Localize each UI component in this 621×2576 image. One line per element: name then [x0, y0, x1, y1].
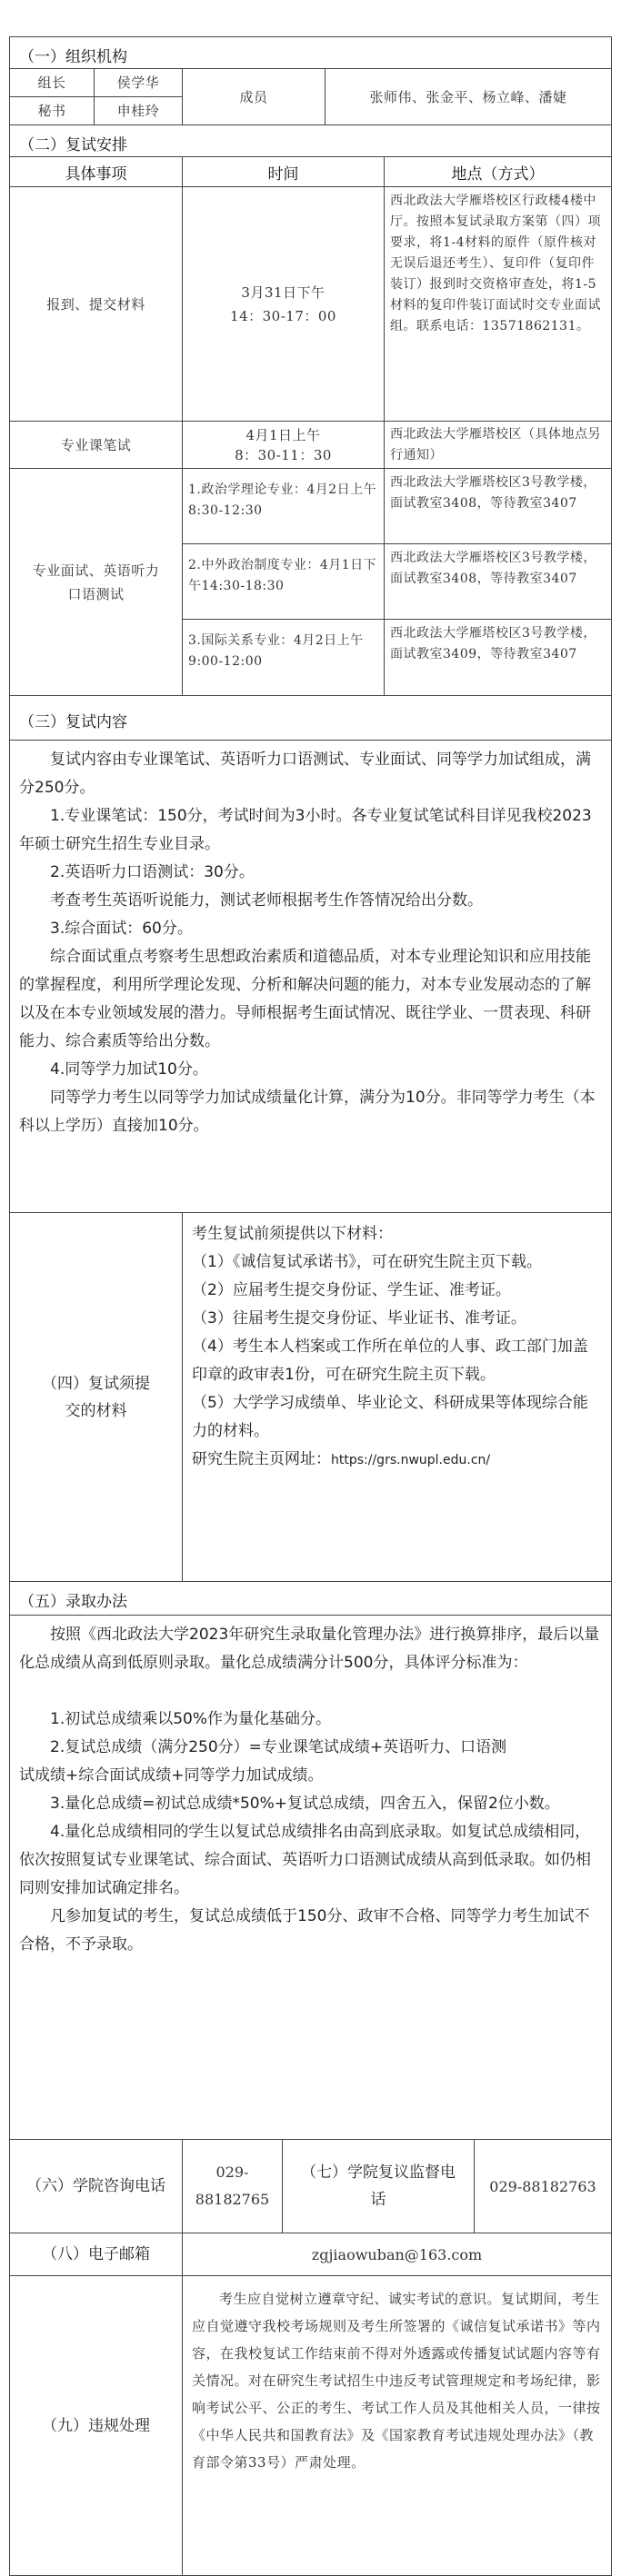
- written-place: 西北政法大学雁塔校区（具体地点另行通知）: [384, 421, 612, 469]
- materials-item-2: （2）应届考生提交身份证、学生证、准考证。: [192, 1281, 511, 1299]
- content-p3: 2.英语听力口语测试：30分。: [50, 863, 255, 881]
- section-consult-phone-label: （六）学院咨询电话: [9, 2139, 183, 2233]
- interview-place-2: 西北政法大学雁塔校区3号教学楼，面试教室3408，等待教室3407: [384, 543, 612, 620]
- admission-body: [9, 1615, 612, 2140]
- reg-time-line2: 14：30-17：00: [230, 307, 336, 324]
- interview-time-2: 2.中外政治制度专业：4月1日下午14:30-18:30: [182, 543, 385, 620]
- materials-site-label: 研究生院主页网址：: [192, 1450, 331, 1468]
- interview-item-line1: 专业面试、英语听力: [32, 562, 160, 579]
- interview-place-3: 西北政法大学雁塔校区3号教学楼，面试教室3409，等待教室3407: [384, 619, 612, 696]
- materials-site-link[interactable]: https://grs.nwupl.edu.cn/: [331, 1453, 491, 1467]
- materials-item-5: （5）大学学习成绩单、毕业论文、科研成果等体现综合能力的材料。: [192, 1394, 588, 1440]
- col-header-place: 地点（方式）: [384, 156, 612, 187]
- interview-item-line2: 口语测试: [67, 585, 125, 602]
- email-value: zgjiaowuban@163.com: [182, 2233, 612, 2276]
- leader-name: 侯学华: [94, 68, 183, 97]
- admission-p2: 1.初试总成绩乘以50%作为量化基础分。: [50, 1710, 332, 1728]
- admission-p6: 凡参加复试的考生，复试总成绩低于150分、政审不合格、同等学力考生加试不合格，不予录取。: [19, 1907, 590, 1954]
- written-item: 专业课笔试: [9, 421, 183, 469]
- content-p6: 综合面试重点考察考生思想政治素质和道德品质，对本专业理论知识和应用技能的掌握程度，利用所学理论发现、分析和解决问题的能力，对本专业发展动态的了解以及在本专业领域发展的潜力。导师根据考生面试情况、既往学业、一贯表现、科研能力、综合素质等给出分数。: [19, 948, 591, 1050]
- reg-item: 报到、提交材料: [9, 186, 183, 422]
- written-time: [182, 421, 385, 469]
- secretary-name: 申桂玲: [94, 96, 183, 125]
- col-header-time: 时间: [182, 156, 385, 187]
- admission-p4: 3.量化总成绩=初试总成绩*50%+复试总成绩，四舍五入，保留2位小数。: [50, 1795, 560, 1813]
- interview-place-1: 西北政法大学雁塔校区3号教学楼，面试教室3408，等待教室3407: [384, 468, 612, 544]
- content-body: [9, 740, 612, 1213]
- interview-item: [9, 468, 183, 696]
- section-review-phone-label: （七）学院复议监督电话: [282, 2139, 475, 2233]
- materials-site: [192, 1446, 602, 1475]
- reg-place: 西北政法大学雁塔校区行政楼4楼中厅。按照本复试录取方案第（四）项要求，将1-4材料的原件（原件核对无误后退还考生）、复印件（复印件装订）报到时交资格审查处，将1-5材料的复印件装订面试时交专业面试组。联系电话：13571862131。: [384, 186, 612, 422]
- secretary-label: 秘书: [9, 96, 95, 125]
- interview-time-1: 1.政治学理论专业：4月2日上午8:30-12:30: [182, 468, 385, 544]
- content-p1: 复试内容由专业课笔试、英语听力口语测试、专业面试、同等学力加试组成，满分250分。: [19, 751, 591, 797]
- content-p7: 4.同等学力加试10分。: [50, 1060, 208, 1079]
- section-schedule-header: （二）复试安排: [9, 124, 612, 157]
- interview-time-3: 3.国际关系专业：4月2日上午9:00-12:00: [182, 619, 385, 696]
- section-email-label: （八）电子邮箱: [9, 2233, 183, 2276]
- materials-item-1: （1）《诚信复试承诺书》，可在研究生院主页下载。: [192, 1253, 542, 1271]
- members-names: 张师伟、张金平、杨立峰、潘婕: [325, 68, 612, 125]
- admission-p3a: 2.复试总成绩（满分250分）=专业课笔试成绩+英语听力、口语测: [50, 1738, 507, 1756]
- content-p4: 考查考生英语听说能力，测试老师根据考生作答情况给出分数。: [50, 891, 483, 910]
- materials-intro: 考生复试前须提供以下材料：: [192, 1225, 393, 1243]
- violation-text: 考生应自觉树立遵章守纪、诚实考试的意识。复试期间，考生应自觉遵守我校考场规则及考生所签署的《诚信复试承诺书》等内容，在我校复试工作结束前不得对外透露或传播复试试题内容等有关情况。对在研究生考试招生中违反考试管理规定和考场纪律，影响考试公平、公正的考生、考试工作人员及其他相关人员，一律按《中华人民共和国教育法》及《国家教育考试违规处理办法》（教育部令第33号）严肃处理。: [182, 2275, 612, 2576]
- admission-p1: 按照《西北政法大学2023年研究生录取量化管理办法》进行换算排序，最后以量化总成绩从高到低原则录取。量化总成绩满分计500分，具体评分标准为：: [19, 1626, 600, 1672]
- content-p5: 3.综合面试：60分。: [50, 920, 193, 938]
- reg-time: [182, 186, 385, 422]
- materials-list: [182, 1212, 612, 1582]
- section-violation-label: （九）违规处理: [9, 2275, 183, 2576]
- section-org-header: （一）组织机构: [9, 36, 612, 69]
- col-header-item: 具体事项: [9, 156, 183, 187]
- content-p2: 1.专业课笔试：150分，考试时间为3小时。各专业复试笔试科目详见我校2023年硕士研究生招生专业目录。: [19, 807, 592, 853]
- admission-p3b: 试成绩+综合面试成绩+同等学力加试成绩。: [19, 1766, 324, 1785]
- section-materials-header: （四）复试须提交的材料: [9, 1212, 183, 1582]
- written-time-line1: 4月1日上午: [245, 426, 321, 443]
- reg-time-line1: 3月31日下午: [241, 283, 326, 301]
- materials-item-3: （3）往届考生提交身份证、毕业证书、准考证。: [192, 1309, 526, 1328]
- admission-p5: 4.量化总成绩相同的学生以复试总成绩排名由高到底录取。如复试总成绩相同，依次按照复试专业课笔试、综合面试、英语听力口语测试成绩从高到低录取。如仍相同则安排加试确定排名。: [19, 1823, 591, 1897]
- review-phone-value: 029-88182763: [474, 2139, 612, 2233]
- content-p8: 同等学力考生以同等学力加试成绩量化计算，满分为10分。非同等学力考生（本科以上学历）直接加10分。: [19, 1089, 596, 1135]
- leader-label: 组长: [9, 68, 95, 97]
- consult-phone-value: 029-88182765: [182, 2139, 283, 2233]
- section-content-header: （三）复试内容: [9, 695, 612, 741]
- members-label: 成员: [182, 68, 326, 125]
- section-admission-header: （五）录取办法: [9, 1581, 612, 1616]
- written-time-line2: 8：30-11：30: [235, 446, 332, 463]
- materials-item-4: （4）考生本人档案或工作所在单位的人事、政工部门加盖印章的政审表1份，可在研究生院主页下载。: [192, 1338, 588, 1384]
